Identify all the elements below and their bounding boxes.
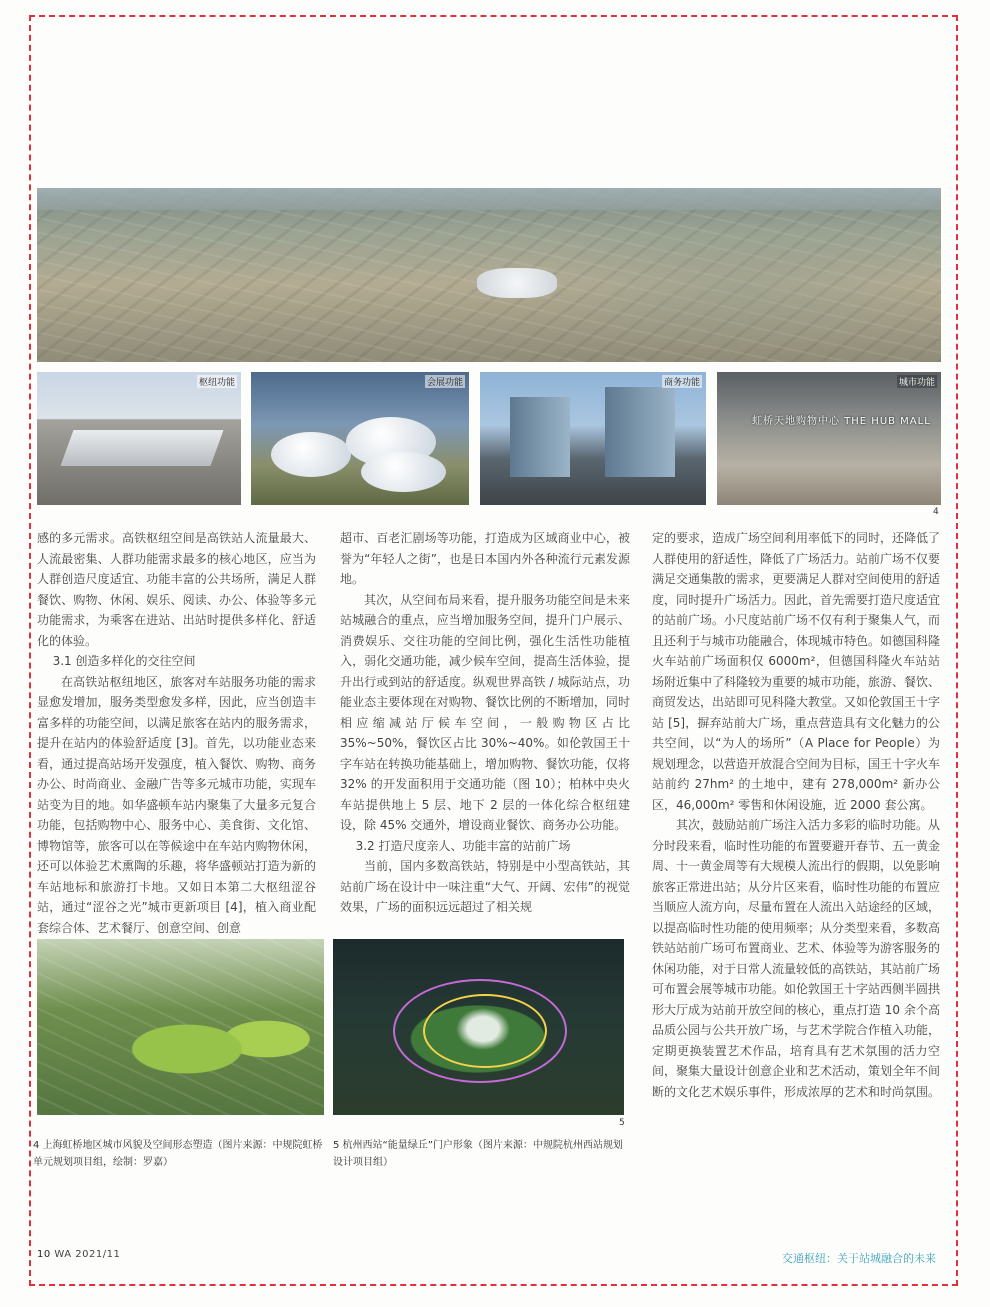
office-tower — [510, 397, 570, 477]
figure-caption-4: 4 上海虹桥地区城市风貌及空间形态塑造（图片来源：中规院虹桥单元规划项目组，绘制：罗嘉） — [33, 1140, 323, 1168]
figure-number: 4 — [933, 507, 939, 517]
thumb-label: 城市功能 — [897, 375, 937, 388]
office-tower — [605, 387, 675, 477]
paragraph: 超市、百老汇剧场等功能，打造成为区域商业中心，被誉为“年轻人之街”，也是日本国内外各种流行元素发源地。 — [340, 531, 630, 586]
aerial-sky — [37, 188, 941, 210]
thumb-city-function — [717, 372, 941, 505]
journal-issue: WA 2021/11 — [54, 1249, 121, 1260]
aerial-city-photo — [37, 188, 941, 362]
petal-shape — [361, 452, 446, 492]
thumb-label: 枢纽功能 — [197, 375, 237, 388]
thumb-exhibition-function — [251, 372, 469, 505]
page-number: 10 — [37, 1249, 51, 1260]
text-column-1 — [37, 528, 316, 938]
paragraph: 其次，从空间布局来看，提升服务功能空间是未来站城融合的重点，应当增加服务空间，提升门户展示、消费娱乐、交往功能的空间比例，强化生活性功能植入，弱化交通功能，减少候车空间，提高生活体验，提升出行或到站的舒适度。纵观世界高铁 / 城际站点，功能业态主要体现在对购物、餐饮比例的不断增加，同时相应缩减站厅候车空间，一般购物区占比 35%~50%，餐饮区占比 30%~40%。如伦敦国王十字车站在转换功能基础上，增加购物、餐饮功能，仅将 32% 的开发面积用于交通功能（图 10）；柏林中央火车站提供地上 5 层、地下 2 层的一体化综合枢纽建设，除 45% 交通外，增设商业餐饮、商务办公功能。 — [340, 592, 630, 832]
paragraph: 其次，鼓励站前广场注入活力多彩的临时功能。从分时段来看，临时性功能的布置要避开春节、五一黄金周、十一黄金周等有大规模人流出行的假期，以免影响旅客正常进出站；从分片区来看，临时性功能的布置应当顺应人流方向，尽量布置在人流出入站途经的区域，以提高临时性功能的使用频率；从分类型来看，多数高铁站站前广场可布置商业、艺术、体验等为游客服务的休闲功能，对于日常人流量较低的高铁站，其站前广场可布置会展等城市功能。如伦敦国王十字站西侧半圆拱形大厅成为站前开放空间的核心，重点打造 10 余个高品质公园与公共开放广场，与艺术学院合作植入功能，定期更换装置艺术作品，培育具有艺术氛围的活力空间，聚集大量设计创意企业和艺术活动，策划全年不间断的文化艺术娱乐事件，形成浓厚的艺术和时尚氛围。 — [652, 818, 941, 1099]
thumb-label: 会展功能 — [425, 375, 465, 388]
exhibition-center-roof — [477, 268, 557, 298]
figure-number: 5 — [619, 1118, 625, 1128]
thumb-business-function — [480, 372, 706, 505]
figure-caption-5: 5 杭州西站“能量绿丘”门户形象（图片来源：中规院杭州西站规划设计项目组） — [333, 1140, 623, 1168]
text-column-2 — [340, 528, 630, 918]
mall-sign: 虹桥天地购物中心 THE HUB MALL — [752, 416, 931, 427]
light-ring — [423, 994, 547, 1068]
paragraph: 在高铁站枢纽地区，旅客对车站服务功能的需求显愈发增加，服务类型愈发多样，因此，应当创造丰富多样的功能空间，以满足旅客在站内的服务需求，提升在站内的体验舒适度 [3]。首先，以功能业态来看，通过提高站场开发强度，植入餐饮、购物、商务办公、时尚商业、金融广告等多元城市功能，实现车站变为目的地。如华盛顿车站内聚集了大量多元复合功能，包括购物中心、服务中心、美食街、文化馆、博物馆等，旅客可以在等候途中在车站内购物休闲，还可以体验艺术熏陶的乐趣，将华盛顿站打造为新的车站地标和旅游打卡地。又如日本第二大枢纽涩谷站，通过“涩谷之光”城市更新项目 [4]，植入商业配套综合体、艺术餐厅、创意空间、创意 — [37, 674, 316, 935]
section-heading: 3.2 打造尺度亲人、功能丰富的站前广场 — [355, 838, 571, 853]
thumb-hub-function — [37, 372, 241, 505]
hongqiao-landscape-render — [37, 939, 324, 1115]
section-title-footer: 交通枢纽：关于站城融合的未来 — [782, 1252, 936, 1265]
page-footer-left — [37, 1249, 120, 1260]
hangzhou-west-station-render — [333, 939, 624, 1115]
paragraph: 当前，国内多数高铁站，特别是中小型高铁站，其站前广场在设计中一味注重“大气、开阔、宏伟”的视觉效果，广场的面积远远超过了相关规 — [340, 859, 630, 914]
paragraph: 感的多元需求。高铁枢纽空间是高铁站人流量最大、人流最密集、人群功能需求最多的核心地区，应当为人群创造尺度适宜、功能丰富的公共场所，满足人群餐饮、购物、休闲、娱乐、阅读、办公、体验等多元功能需求，为乘客在进站、出站时提供多样化、舒适化的体验。 — [37, 531, 316, 648]
thumb-label: 商务功能 — [662, 375, 702, 388]
text-column-3 — [652, 528, 940, 1102]
section-heading: 3.1 创造多样化的交往空间 — [52, 654, 196, 668]
station-building — [60, 430, 223, 466]
petal-shape — [271, 432, 351, 477]
paragraph: 定的要求，造成广场空间利用率低下的同时，还降低了人群使用的舒适性，降低了广场活力。站前广场不仅要满足交通集散的需求，更要满足人群对空间使用的舒适度，同时提升广场活力。因此，首先需要打造尺度适宜的站前广场。小尺度站前广场不仅有利于聚集人气，而且还利于与城市功能融合，体现城市特色。如德国科隆火车站前广场面积仅 6000m²，但德国科隆火车站站场附近集中了科隆较为重要的城市功能，旅游、餐饮、商贸发达，出站即可见科隆大教堂。又如伦敦国王十字站 [5]，摒弃站前大广场，重点营造具有文化魅力的公共空间，以“为人的场所”（A Place for People）为规划理念，以营造开放混合空间为目标，国王十字火车站前约 27hm² 的土地中，建有 278,000m² 新办公区，46,000m² 零售和休闲设施，近 2000 套公寓。 — [652, 531, 941, 812]
